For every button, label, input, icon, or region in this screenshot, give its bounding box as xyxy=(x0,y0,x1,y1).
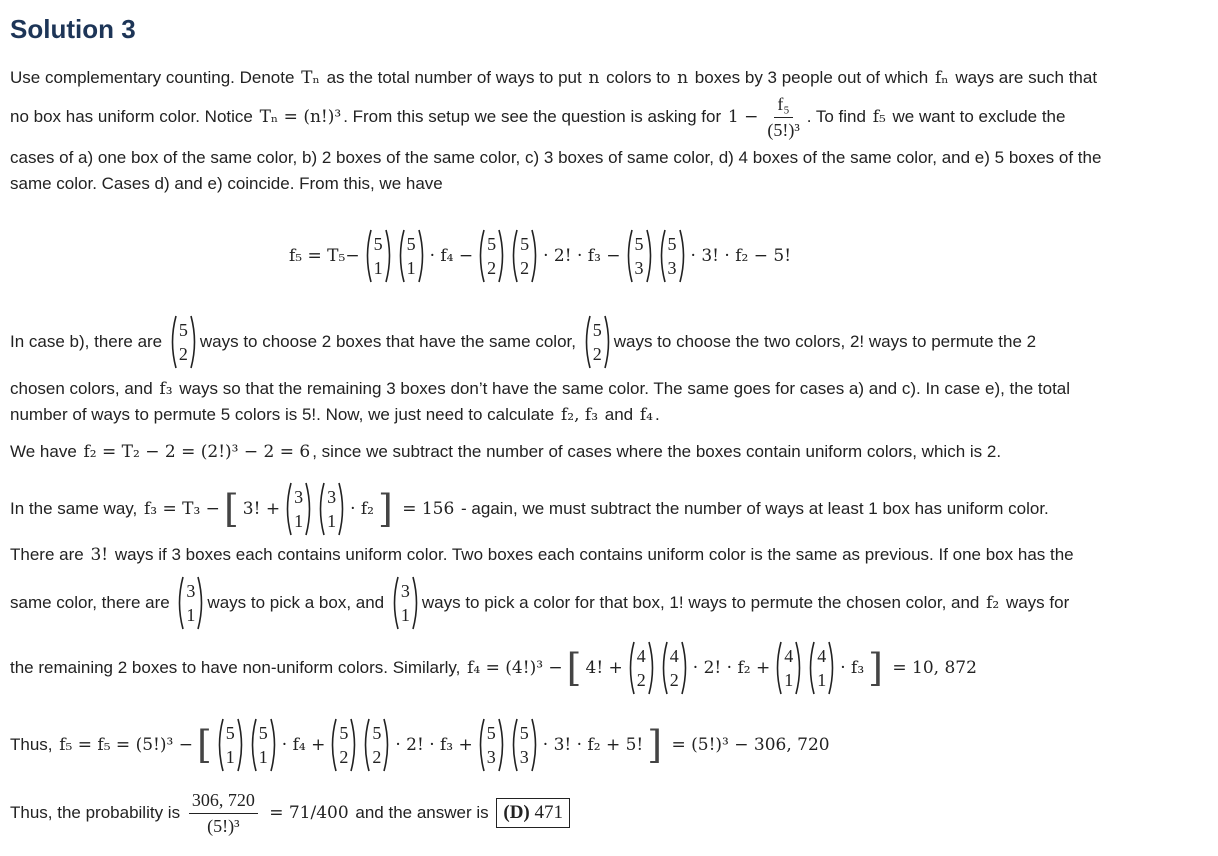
right-paren-icon xyxy=(417,228,426,284)
text-run: same color, there are xyxy=(10,593,175,612)
left-paren-icon xyxy=(627,640,636,696)
binomial-values xyxy=(816,644,827,692)
math-expression: · 2! · f₂ + xyxy=(692,658,771,678)
text-run: and the answer is xyxy=(350,803,494,822)
text-run: ways for xyxy=(1001,593,1070,612)
binomial-top: 5 xyxy=(667,234,677,254)
math-expression: = 71/400 xyxy=(263,803,349,823)
binomial-bottom: 1 xyxy=(406,258,416,278)
right-paren-icon xyxy=(530,717,539,773)
answer-value: 471 xyxy=(529,802,564,823)
right-paren-icon xyxy=(196,575,205,631)
math-expression: · 2! · f₃ + xyxy=(395,735,473,755)
math-expression: f₃ xyxy=(159,379,173,399)
text-run: ways are such that xyxy=(950,68,1098,87)
binomial-coefficient xyxy=(391,575,420,631)
text-line xyxy=(10,715,832,775)
left-paren-icon xyxy=(774,640,783,696)
binomial-coefficient xyxy=(660,640,689,696)
binomial-coefficient xyxy=(362,717,391,773)
binomial-bottom: 2 xyxy=(669,670,679,690)
binomial-values xyxy=(486,721,497,769)
math-bracket: [ xyxy=(196,723,212,767)
binomial-coefficient xyxy=(510,228,539,284)
binomial-bottom: 1 xyxy=(327,511,337,531)
right-paren-icon xyxy=(645,228,654,284)
binomial-bottom: 2 xyxy=(636,670,646,690)
left-paren-icon xyxy=(364,228,373,284)
binomial-top: 4 xyxy=(669,646,679,666)
math-expression: · f₂ xyxy=(350,499,374,519)
left-paren-icon xyxy=(397,228,406,284)
math-expression: f₂ xyxy=(986,593,1000,613)
binomial-values xyxy=(519,232,530,280)
binomial-coefficient xyxy=(625,228,654,284)
math-expression: fₙ xyxy=(934,68,949,88)
text-run: ways if 3 boxes each contains uniform color. Two boxes each contains uniform color is the same as previous. If one box has the xyxy=(110,545,1074,564)
binomial-top: 4 xyxy=(636,646,646,666)
text-run: cases of a) one box of the same color, b) 2 boxes of the same color, c) 3 boxes of same color, d) 4 boxes of the same color, and e) 5 boxes of the xyxy=(10,148,1102,167)
binomial-bottom: 3 xyxy=(519,747,529,767)
binomial-coefficient xyxy=(477,228,506,284)
binomial-coefficient xyxy=(774,640,803,696)
binomial-top: 5 xyxy=(258,723,268,743)
binomial-coefficient xyxy=(176,575,205,631)
text-run: number of ways to permute 5 colors is 5!. Now, we just need to calculate xyxy=(10,405,559,424)
binomial-bottom: 1 xyxy=(258,747,268,767)
text-run: . To find xyxy=(806,107,871,126)
right-paren-icon xyxy=(349,717,358,773)
right-paren-icon xyxy=(678,228,687,284)
binomial-bottom: 1 xyxy=(817,670,827,690)
left-paren-icon xyxy=(658,228,667,284)
math-expression: · f₄ + xyxy=(281,735,326,755)
math-bracket: [ xyxy=(223,487,239,531)
text-run: , since we subtract the number of cases where the boxes contain uniform colors, which is 2. xyxy=(312,442,1002,461)
fraction-denominator: (5!)³ xyxy=(767,119,800,140)
text-run: Use complementary counting. Denote xyxy=(10,68,300,87)
text-run: chosen colors, and xyxy=(10,379,158,398)
text-run: no box has uniform color. Notice xyxy=(10,107,258,126)
left-paren-icon xyxy=(329,717,338,773)
binomial-top: 5 xyxy=(339,723,349,743)
math-expression: Tₙ = (n!)³ xyxy=(259,107,342,127)
binomial-top: 5 xyxy=(486,723,496,743)
text-run: we want to exclude the xyxy=(887,107,1066,126)
left-paren-icon xyxy=(391,575,400,631)
binomial-values xyxy=(519,721,530,769)
binomial-coefficient xyxy=(397,228,426,284)
binomial-bottom: 1 xyxy=(225,747,235,767)
math-expression: · 2! · f₃ − xyxy=(543,246,621,266)
binomial-values xyxy=(783,644,794,692)
boxed-answer xyxy=(496,798,570,828)
text-line xyxy=(10,573,1069,633)
left-paren-icon xyxy=(510,717,519,773)
binomial-bottom: 2 xyxy=(339,747,349,767)
right-paren-icon xyxy=(497,717,506,773)
text-run: ways to pick a color for that box, 1! ways to permute the chosen color, and xyxy=(421,593,985,612)
binomial-top: 5 xyxy=(373,234,383,254)
right-paren-icon xyxy=(384,228,393,284)
left-paren-icon xyxy=(660,640,669,696)
left-paren-icon xyxy=(807,640,816,696)
text-run: Thus, xyxy=(10,735,58,754)
math-expression: · f₃ xyxy=(840,658,865,678)
binomial-bottom: 1 xyxy=(400,605,410,625)
binomial-coefficient xyxy=(364,228,393,284)
left-paren-icon xyxy=(477,717,486,773)
math-expression: 4! + xyxy=(585,658,623,678)
binomial-coefficient xyxy=(249,717,278,773)
math-expression: f₅ = T₅− xyxy=(289,246,360,266)
text-run: Thus, the probability is xyxy=(10,803,185,822)
math-expression: Tₙ xyxy=(301,68,320,88)
right-paren-icon xyxy=(680,640,689,696)
binomial-top: 4 xyxy=(784,646,794,666)
text-run: There are xyxy=(10,545,89,564)
binomial-bottom: 3 xyxy=(634,258,644,278)
text-run: boxes by 3 people out of which xyxy=(690,68,933,87)
math-expression: f₃ = T₃ − xyxy=(143,499,220,519)
fraction xyxy=(189,790,258,837)
text-line xyxy=(10,422,1001,482)
math-bracket: ] xyxy=(647,723,663,767)
fraction-numerator: 306, 720 xyxy=(189,790,258,814)
binomial-coefficient xyxy=(216,717,245,773)
left-paren-icon xyxy=(176,575,185,631)
math-expression: 1 − xyxy=(727,107,759,127)
binomial-top: 5 xyxy=(519,723,529,743)
math-expression: = (5!)³ − 306, 720 xyxy=(666,735,830,755)
binomial-values xyxy=(667,232,678,280)
math-expression: f₄ xyxy=(639,405,653,425)
math-expression: 3! + xyxy=(242,499,281,519)
math-expression: 3! xyxy=(90,545,109,565)
right-paren-icon xyxy=(382,717,391,773)
binomial-top: 3 xyxy=(327,487,337,507)
text-run: - again, we must subtract the number of ways at least 1 box has uniform color. xyxy=(456,499,1049,518)
left-paren-icon xyxy=(362,717,371,773)
math-bracket: ] xyxy=(868,646,883,690)
math-expression: f₅ = f₅ = (5!)³ − xyxy=(59,735,193,755)
left-paren-icon xyxy=(477,228,486,284)
math-bracket: ] xyxy=(377,487,393,531)
text-run: ways to pick a box, and xyxy=(207,593,389,612)
text-run: We have xyxy=(10,442,82,461)
binomial-bottom: 1 xyxy=(186,605,196,625)
left-paren-icon xyxy=(216,717,225,773)
binomial-coefficient xyxy=(477,717,506,773)
right-paren-icon xyxy=(236,717,245,773)
text-run: colors to xyxy=(601,68,676,87)
binomial-top: 5 xyxy=(406,234,416,254)
binomial-values xyxy=(406,232,417,280)
binomial-bottom: 2 xyxy=(520,258,530,278)
binomial-top: 3 xyxy=(294,487,304,507)
binomial-coefficient xyxy=(510,717,539,773)
binomial-bottom: 2 xyxy=(178,344,188,364)
binomial-top: 4 xyxy=(817,646,827,666)
binomial-bottom: 1 xyxy=(294,511,304,531)
math-expression: · 3! · f₂ + 5! xyxy=(542,735,644,755)
text-run: the remaining 2 boxes to have non-uniform colors. Similarly, xyxy=(10,658,466,677)
binomial-top: 5 xyxy=(592,320,602,340)
binomial-values xyxy=(338,721,349,769)
binomial-coefficient xyxy=(627,640,656,696)
solution-heading: Solution 3 xyxy=(10,14,136,44)
binomial-top: 3 xyxy=(400,581,410,601)
binomial-bottom: 1 xyxy=(373,258,383,278)
binomial-values xyxy=(400,579,411,627)
text-run: ways to choose the two colors, 2! ways to permute the 2 xyxy=(613,332,1037,351)
text-line xyxy=(10,638,979,698)
binomial-values xyxy=(373,232,384,280)
math-expression: = 10, 872 xyxy=(886,658,977,678)
text-run: same color. Cases d) and e) coincide. From this, we have xyxy=(10,174,443,193)
right-paren-icon xyxy=(269,717,278,773)
text-run: ways so that the remaining 3 boxes don’t have the same color. The same goes for cases a) and c). In case e), the total xyxy=(174,379,1071,398)
text-run: . xyxy=(654,405,660,424)
text-run: In case b), there are xyxy=(10,332,167,351)
binomial-bottom: 1 xyxy=(784,670,794,690)
text-run: ways to choose 2 boxes that have the same color, xyxy=(199,332,581,351)
math-bracket: [ xyxy=(566,646,582,690)
text-line xyxy=(10,154,443,214)
binomial-bottom: 2 xyxy=(487,258,497,278)
binomial-bottom: 3 xyxy=(486,747,496,767)
left-paren-icon xyxy=(249,717,258,773)
left-paren-icon xyxy=(625,228,634,284)
right-paren-icon xyxy=(794,640,803,696)
text-run: In the same way, xyxy=(10,499,142,518)
binomial-bottom: 2 xyxy=(592,344,602,364)
math-expression: n xyxy=(588,68,600,88)
right-paren-icon xyxy=(411,575,420,631)
math-expression: n xyxy=(677,68,689,88)
left-paren-icon xyxy=(510,228,519,284)
binomial-coefficient xyxy=(329,717,358,773)
math-expression: · 3! · f₂ − 5! xyxy=(690,246,792,266)
binomial-values xyxy=(634,232,645,280)
fraction-numerator: f₅ xyxy=(774,94,792,118)
answer-choice-letter: (D) xyxy=(503,802,530,823)
binomial-values xyxy=(258,721,269,769)
text-line xyxy=(10,783,570,843)
fraction-denominator: (5!)³ xyxy=(207,815,240,836)
binomial-coefficient xyxy=(807,640,836,696)
math-expression: f₂ = T₂ − 2 = (2!)³ − 2 = 6 xyxy=(83,442,311,462)
math-expression: · f₄ − xyxy=(429,246,474,266)
math-expression: f₄ = (4!)³ − xyxy=(467,658,563,678)
binomial-values xyxy=(371,721,382,769)
text-run: and xyxy=(600,405,638,424)
binomial-top: 5 xyxy=(487,234,497,254)
binomial-values xyxy=(669,644,680,692)
binomial-values xyxy=(486,232,497,280)
binomial-coefficient xyxy=(658,228,687,284)
math-expression: f₂, f₃ xyxy=(561,405,599,425)
binomial-top: 5 xyxy=(520,234,530,254)
binomial-top: 5 xyxy=(372,723,382,743)
text-run: . From this setup we see the question is asking for xyxy=(343,107,726,126)
text-line xyxy=(287,226,793,286)
binomial-bottom: 3 xyxy=(667,258,677,278)
right-paren-icon xyxy=(497,228,506,284)
binomial-top: 5 xyxy=(178,320,188,340)
binomial-top: 5 xyxy=(634,234,644,254)
right-paren-icon xyxy=(647,640,656,696)
binomial-values xyxy=(185,579,196,627)
math-expression: f₅ xyxy=(872,107,886,127)
binomial-top: 3 xyxy=(186,581,196,601)
binomial-values xyxy=(225,721,236,769)
binomial-top: 5 xyxy=(225,723,235,743)
right-paren-icon xyxy=(530,228,539,284)
binomial-values xyxy=(636,644,647,692)
right-paren-icon xyxy=(827,640,836,696)
text-run: as the total number of ways to put xyxy=(321,68,587,87)
math-expression: = 156 xyxy=(396,499,455,519)
binomial-bottom: 2 xyxy=(372,747,382,767)
